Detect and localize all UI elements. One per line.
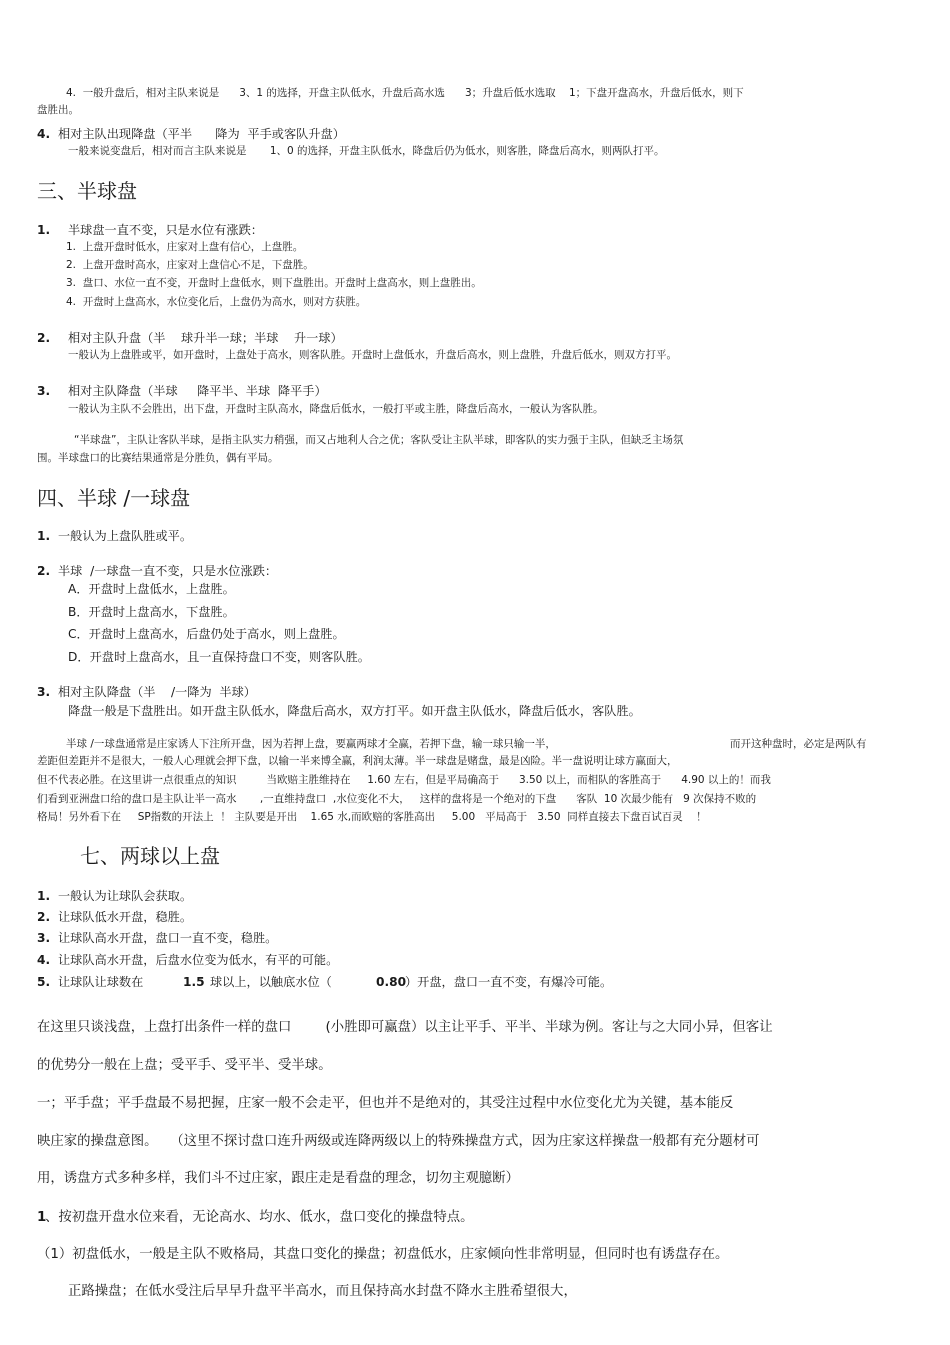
section-heading: 七、两球以上盘 bbox=[80, 844, 220, 868]
list-number: 2. bbox=[37, 564, 51, 578]
list-number: 4. bbox=[37, 953, 51, 967]
text-line: 让球队高水开盘，后盘水位变为低水，有平的可能。 bbox=[58, 953, 339, 967]
text-line: 半球 /一球盘一直不变，只是水位涨跌： bbox=[58, 564, 278, 578]
text-line: 而开这种盘时，必定是两队有 bbox=[730, 738, 867, 750]
text-line: 格局！另外看下在 SP指数的开法上 ！ 主队要是开出 1.65 水,而欧赔的客胜高出 5.00 平局高于 3.50 同样直接去下盘百试百灵 ！ bbox=[37, 811, 707, 823]
list-number: 1 bbox=[37, 1210, 47, 1225]
text-line: 一般认为上盘胜或平，如开盘时，上盘处于高水，则客队胜。开盘时上盘低水，升盘后高水，则上盘胜，升盘后低水，则双方打平。 bbox=[68, 349, 677, 361]
text-line: 围。半球盘口的比赛结果通常是分胜负，偶有平局。 bbox=[37, 452, 279, 464]
text-line: 半球盘一直不变，只是水位有涨跌： bbox=[68, 223, 263, 237]
list-number: 5. bbox=[37, 975, 51, 989]
text-line: 1. 上盘开盘时低水，庄家对上盘有信心，上盘胜。 bbox=[66, 241, 304, 253]
text-line: 相对主队升盘（半 球升半一球；半球 升一球） bbox=[68, 331, 343, 345]
text-line: 差距但差距并不是很大，一般人心理就会押下盘，以输一半来博全赢，利润太薄。半一球盘是赌盘，最是凶险。半一盘说明让球方赢面大， bbox=[37, 755, 678, 767]
section-heading: 四、半球 /一球盘 bbox=[37, 486, 191, 510]
text-line: 一般来说变盘后，相对而言主队来说是 1、0 的选择，开盘主队低水，降盘后仍为低水，则客胜，降盘后高水，则两队打平。 bbox=[68, 145, 665, 157]
text-line: （1）初盘低水，一般是主队不败格局，其盘口变化的操盘；初盘低水，庄家倾向性非常明显，但同时也有诱盘存在。 bbox=[37, 1247, 729, 1262]
text-line: 相对主队降盘（半球 降平半、半球 降平手） bbox=[68, 384, 327, 398]
list-number: 4. bbox=[37, 127, 51, 141]
list-number: 2. bbox=[37, 331, 51, 345]
text-line: 一；平手盘；平手盘最不易把握，庄家一般不会走平，但也并不是绝对的，其受注过程中水位变化尤为关键，基本能反 bbox=[37, 1096, 734, 1111]
text-line: 让球队低水开盘，稳胜。 bbox=[58, 910, 193, 924]
text-line: 映庄家的操盘意图。 （这里不探讨盘口连升两级或连降两级以上的特殊操盘方式，因为庄家这样操盘一般都有充分题材可 bbox=[37, 1134, 760, 1149]
text-line: 4. 一般升盘后，相对主队来说是 3、1 的选择，开盘主队低水，升盘后高水选 3；升盘后低水选取 1；下盘开盘高水，升盘后低水，则下 bbox=[66, 87, 744, 99]
text-line: 2. 上盘开盘时高水，庄家对上盘信心不足，下盘胜。 bbox=[66, 259, 314, 271]
list-number: 1. bbox=[37, 529, 51, 543]
text-line: 相对主队降盘（半 /一降为 半球） bbox=[58, 685, 256, 699]
text-line: 盘胜出。 bbox=[37, 104, 79, 116]
list-number: 1. bbox=[37, 889, 51, 903]
text-line: “半球盘”，主队让客队半球，是指主队实力稍强，而又占地利人合之优；客队受让主队半球，即客队的实力强于主队，但缺乏主场氛 bbox=[74, 434, 684, 446]
text-line: D．开盘时上盘高水，且一直保持盘口不变，则客队胜。 bbox=[68, 650, 370, 664]
text-line: 用，诱盘方式多种多样，我们斗不过庄家，跟庄走是看盘的理念，切勿主观臆断） bbox=[37, 1171, 520, 1186]
text-line: 在这里只谈浅盘，上盘打出条件一样的盘口 (小胜即可赢盘）以主让平手、平半、半球为例。客让与之大同小异，但客让 bbox=[37, 1020, 773, 1035]
text-line: ）开盘，盘口一直不变，有爆冷可能。 bbox=[405, 975, 613, 989]
text-number: 0.80 bbox=[376, 975, 407, 989]
text-line: 正路操盘；在低水受注后早早升盘平半高水，而且保持高水封盘不降水主胜希望很大， bbox=[68, 1284, 577, 1299]
text-line: 让球队高水开盘，盘口一直不变，稳胜。 bbox=[58, 931, 278, 945]
text-line: 4. 开盘时上盘高水，水位变化后，上盘仍为高水，则对方获胜。 bbox=[66, 296, 367, 308]
text-line: 、按初盘开盘水位来看，无论高水、均水、低水，盘口变化的操盘特点。 bbox=[45, 1210, 474, 1225]
section-heading: 三、半球盘 bbox=[37, 179, 137, 203]
text-line: 一般认为上盘队胜或平。 bbox=[58, 529, 193, 543]
text-number: 1.5 bbox=[183, 975, 205, 989]
text-line: A．开盘时上盘低水，上盘胜。 bbox=[68, 582, 235, 596]
list-number: 3. bbox=[37, 384, 51, 398]
list-number: 3. bbox=[37, 931, 51, 945]
text-line: 们看到亚洲盘口给的盘口是主队让半一高水 ,一直维持盘口 ,水位变化不大， 这样的盘将是一个绝对的下盘 客队 10 次最少能有 9 次保持不败的 bbox=[37, 793, 757, 805]
text-line: B．开盘时上盘高水，下盘胜。 bbox=[68, 605, 235, 619]
text-line: 一般认为主队不会胜出，出下盘，开盘时主队高水，降盘后低水，一般打平或主胜，降盘后高水，一般认为客队胜。 bbox=[68, 403, 604, 415]
list-number: 2. bbox=[37, 910, 51, 924]
text-line: 一般认为让球队会获取。 bbox=[58, 889, 193, 903]
text-line: 但不代表必胜。在这里讲一点很重点的知识 当欧赔主胜维持在 1.60 左右，但是平局确高于 3.50 以上，而相队的客胜高于 4.90 以上的！而我 bbox=[37, 774, 771, 786]
text-line: 3. 盘口、水位一直不变，开盘时上盘低水，则下盘胜出。开盘时上盘高水，则上盘胜出。 bbox=[66, 277, 482, 289]
text-line: 降盘一般是下盘胜出。如开盘主队低水，降盘后高水，双方打平。如开盘主队低水，降盘后低水，客队胜。 bbox=[68, 704, 641, 718]
list-number: 1. bbox=[37, 223, 51, 237]
text-line: 的优势分一般在上盘；受平手、受平半、受半球。 bbox=[37, 1058, 332, 1073]
text-line: 半球 /一球盘通常是庄家诱人下注所开盘，因为若押上盘，要赢两球才全赢，若押下盘，输一球只输一半， bbox=[66, 738, 556, 750]
text-line: 相对主队出现降盘（平半 降为 平手或客队升盘） bbox=[58, 127, 345, 141]
text-line: 球以上，以触底水位（ bbox=[210, 975, 332, 989]
text-line: C．开盘时上盘高水，后盘仍处于高水，则上盘胜。 bbox=[68, 627, 345, 641]
list-number: 3. bbox=[37, 685, 51, 699]
text-line: 让球队让球数在 bbox=[58, 975, 144, 989]
